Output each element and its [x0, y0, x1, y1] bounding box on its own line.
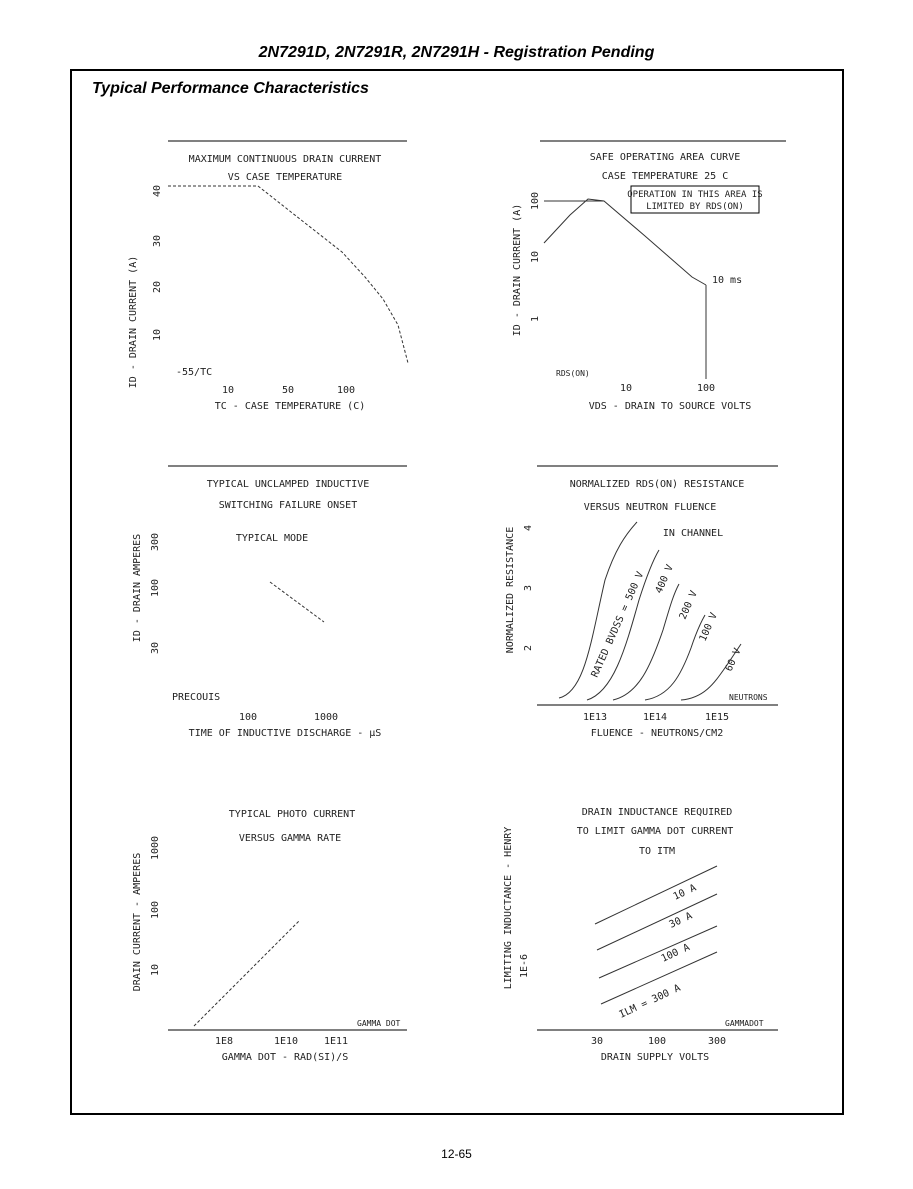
y-tick-label: 1: [530, 315, 541, 323]
y-tick-label: 30: [152, 234, 163, 248]
chart-unclamped-inductive-switching: [120, 460, 420, 745]
x-tick-label: 1000: [313, 712, 339, 723]
chart-title-line1: TYPICAL UNCLAMPED INDUCTIVE: [206, 479, 370, 490]
chart-normalized-resistance-neutron: [495, 460, 795, 745]
page-number: 12-65: [441, 1147, 472, 1161]
chart-title-line1: NORMALIZED RDS(ON) RESISTANCE: [569, 479, 745, 490]
fluence-curve-100v: [645, 615, 705, 700]
corner-label: NEUTRONS: [729, 693, 768, 702]
chart-safe-operating-area: [500, 135, 800, 420]
curve-label-100v: 100 V: [697, 611, 720, 644]
chart-title-line2: SWITCHING FAILURE ONSET: [218, 500, 358, 511]
y-axis-label: DRAIN CURRENT - AMPERES: [132, 852, 143, 992]
x-axis-label: VDS - DRAIN TO SOURCE VOLTS: [588, 401, 752, 412]
chart-title-line1: MAXIMUM CONTINUOUS DRAIN CURRENT: [188, 154, 382, 165]
axis-origin-label: -55/TC: [176, 367, 213, 378]
y-tick-label: 40: [152, 184, 163, 198]
corner-label: GAMMADOT: [725, 1019, 764, 1028]
chart-title-line2: VERSUS NEUTRON FLUENCE: [583, 502, 717, 513]
chart-title-line3: TO ITM: [638, 846, 676, 857]
y-axis-label: NORMALIZED RESISTANCE: [505, 526, 516, 654]
y-tick-label: 20: [152, 280, 163, 294]
x-tick-label: 1E8: [214, 1036, 234, 1047]
curve-label-200v: 200 V: [677, 589, 700, 622]
curve-label-60v: 60 V: [723, 646, 744, 674]
inductance-line-100a: [599, 926, 717, 978]
chart-photo-current-gamma: [120, 790, 420, 1075]
y-tick-label: 100: [150, 578, 161, 598]
inductance-line-10a: [595, 866, 717, 924]
x-tick-label: 10: [221, 385, 235, 396]
y-tick-label: 4: [523, 524, 534, 532]
corner-label: GAMMA DOT: [357, 1019, 401, 1028]
section-title: Typical Performance Characteristics: [92, 80, 369, 97]
x-tick-label: 30: [590, 1036, 604, 1047]
y-tick-label: 10: [152, 328, 163, 342]
chart-drain-inductance-required: [495, 790, 795, 1075]
y-tick-label: 100: [530, 191, 541, 211]
x-axis-label: TC - CASE TEMPERATURE (C): [214, 401, 366, 412]
y-axis-label: LIMITING INDUCTANCE - HENRY: [503, 826, 514, 990]
annotation-text-line1: OPERATION IN THIS AREA IS: [627, 190, 763, 200]
curve-label-500v: RATED BVDSS = 500 V: [589, 570, 647, 680]
drain-current-curve: [168, 186, 408, 363]
x-tick-label: 1E14: [642, 712, 668, 723]
x-axis-label: FLUENCE - NEUTRONS/CM2: [590, 728, 724, 739]
curve-label-100a: 100 A: [659, 942, 692, 965]
x-tick-label: 100: [238, 712, 258, 723]
x-tick-label: 100: [647, 1036, 667, 1047]
x-axis-label: TIME OF INDUCTIVE DISCHARGE - μS: [188, 728, 382, 739]
chart-mode-label: TYPICAL MODE: [235, 533, 309, 544]
chart-title-line1: DRAIN INDUCTANCE REQUIRED: [581, 807, 733, 818]
x-tick-label: 50: [281, 385, 295, 396]
y-tick-label: 10: [150, 963, 161, 977]
y-tick-label: 1E-6: [519, 953, 530, 979]
chart-title-line2: TO LIMIT GAMMA DOT CURRENT: [576, 826, 734, 837]
curve-label-300a: ILM = 300 A: [617, 982, 683, 1021]
y-tick-label: 100: [150, 900, 161, 920]
x-tick-label: 1E11: [323, 1036, 349, 1047]
x-axis-label: DRAIN SUPPLY VOLTS: [600, 1052, 710, 1063]
page-header: 2N7291D, 2N7291R, 2N7291H - Registration Pending: [258, 44, 655, 61]
curve-label-400v: 400 V: [653, 563, 676, 596]
curve-label-10a: 10 A: [671, 882, 699, 903]
y-tick-label: 1000: [150, 835, 161, 861]
x-tick-label: 10: [619, 383, 633, 394]
failure-onset-line: [270, 582, 324, 622]
axis-origin-label: PRECOUIS: [172, 692, 221, 703]
y-tick-label: 30: [150, 641, 161, 655]
x-tick-label: 100: [336, 385, 356, 396]
x-tick-label: 1E10: [273, 1036, 299, 1047]
y-tick-label: 3: [523, 584, 534, 592]
chart-note: IN CHANNEL: [662, 528, 724, 539]
y-axis-label: ID - DRAIN CURRENT (A): [128, 255, 139, 389]
x-tick-label: 1E13: [582, 712, 608, 723]
chart-title-line1: SAFE OPERATING AREA CURVE: [589, 152, 741, 163]
chart-title-line1: TYPICAL PHOTO CURRENT: [228, 809, 356, 820]
x-tick-label: 300: [707, 1036, 727, 1047]
annotation-text-line2: LIMITED BY RDS(ON): [646, 202, 744, 212]
inductance-line-30a: [597, 894, 717, 950]
chart-drain-current-vs-temp: [120, 135, 420, 420]
y-tick-label: 10: [530, 250, 541, 264]
y-tick-label: 2: [523, 644, 534, 652]
x-axis-label: GAMMA DOT - RAD(SI)/S: [221, 1052, 349, 1063]
curve-label-30a: 30 A: [667, 910, 695, 931]
y-tick-label: 300: [150, 532, 161, 552]
x-tick-label: 1E15: [704, 712, 730, 723]
photo-current-line: [194, 920, 300, 1026]
y-axis-label: ID - DRAIN CURRENT (A): [512, 203, 523, 337]
curve-label-10ms: 10 ms: [712, 275, 743, 286]
y-axis-label: ID - DRAIN AMPERES: [132, 533, 143, 643]
chart-title-line2: VERSUS GAMMA RATE: [238, 833, 342, 844]
chart-title-line2: CASE TEMPERATURE 25 C: [601, 171, 729, 182]
axis-origin-label: RDS(ON): [556, 369, 590, 378]
x-tick-label: 100: [696, 383, 716, 394]
chart-title-line2: VS CASE TEMPERATURE: [227, 172, 343, 183]
